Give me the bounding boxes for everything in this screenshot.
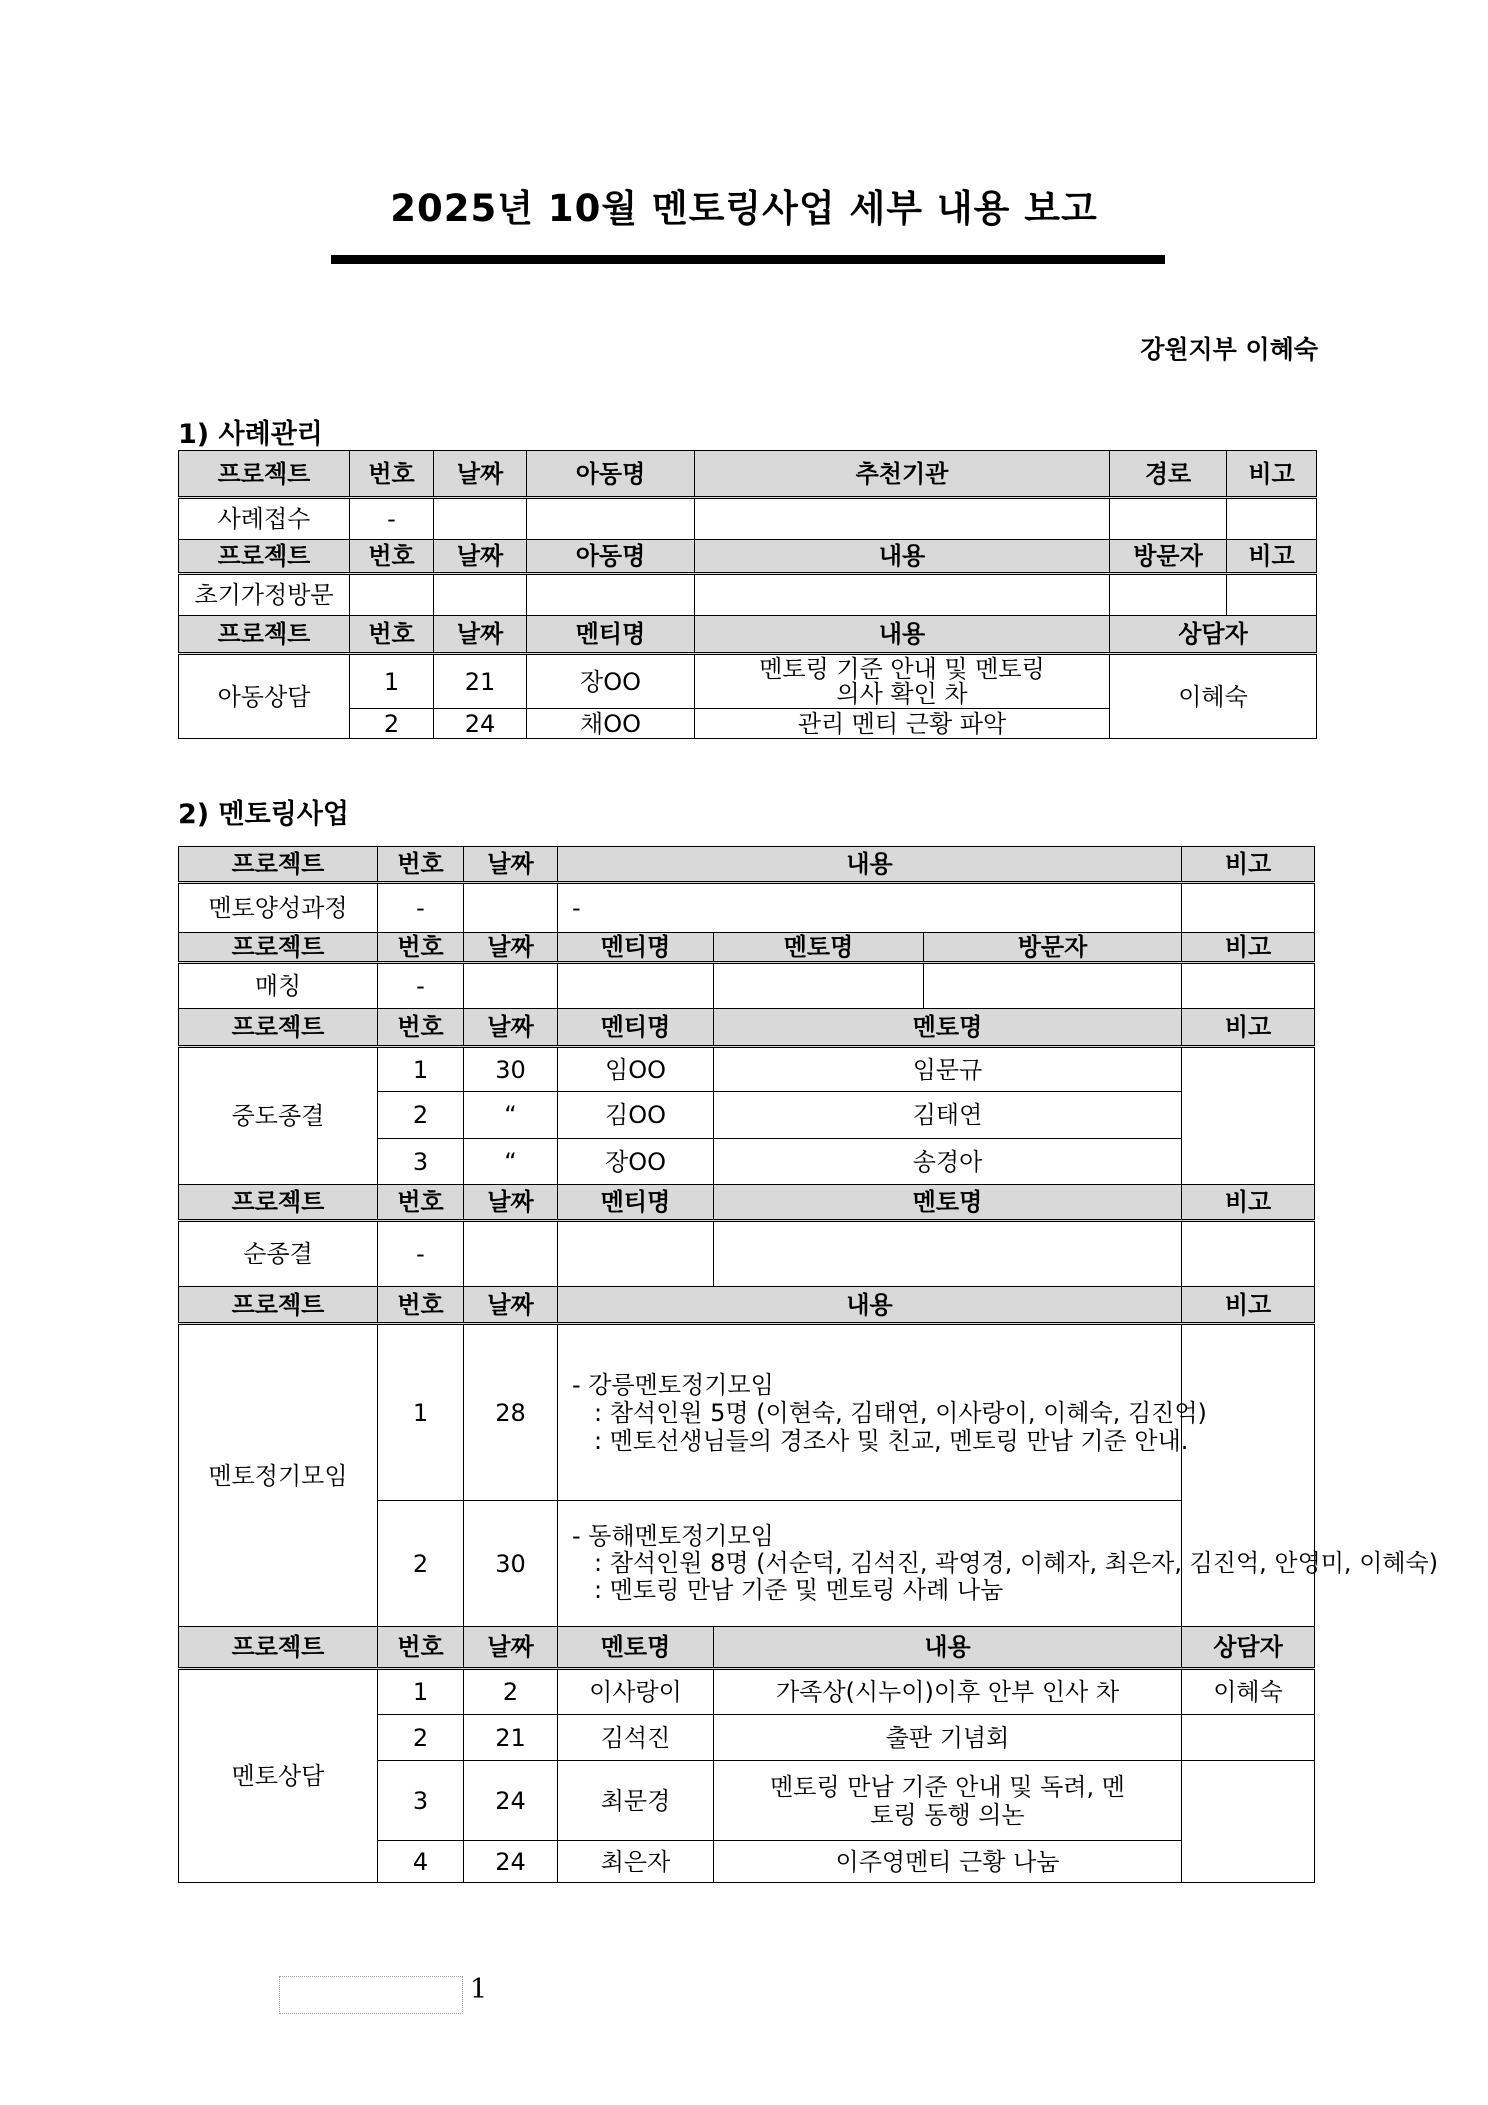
- table-row: [179, 1221, 1315, 1287]
- mentor-cell: 임문규: [714, 1047, 1182, 1092]
- header-cell: 멘토명: [714, 1185, 1182, 1221]
- header-cell: 내용: [695, 540, 1110, 574]
- counselor-cell: 이혜숙: [1110, 654, 1317, 739]
- date-cell: “: [464, 1139, 558, 1185]
- header-cell: 아동명: [527, 540, 695, 574]
- header-cell: 날짜: [464, 933, 558, 963]
- header-cell: 프로젝트: [179, 1185, 378, 1221]
- table-row: [179, 574, 1317, 616]
- mentor-cell: 최은자: [558, 1841, 714, 1883]
- no-cell: 2: [350, 709, 434, 739]
- header-cell: 비고: [1182, 1287, 1315, 1324]
- date-cell: 24: [464, 1841, 558, 1883]
- table-row: [179, 498, 1317, 540]
- header-cell: 날짜: [434, 451, 527, 498]
- header-cell: 번호: [350, 616, 434, 654]
- mentee-cell: 채OO: [527, 709, 695, 739]
- meeting-notes: : 멘토선생님들의 경조사 및 친교, 멘토링 만남 기준 안내.: [594, 1426, 1189, 1455]
- header-cell: 날짜: [464, 847, 558, 883]
- header-cell: 내용: [558, 1287, 1182, 1324]
- header-cell: 추천기관: [695, 451, 1110, 498]
- header-cell: 멘티명: [527, 616, 695, 654]
- mentee-cell: 장OO: [527, 654, 695, 709]
- mentoring-table-a: [178, 846, 1439, 1883]
- no-cell: 2: [378, 1501, 464, 1627]
- no-cell: 3: [378, 1139, 464, 1185]
- date-cell: 2: [464, 1669, 558, 1715]
- page-title: 2025년 10월 멘토링사업 세부 내용 보고: [390, 187, 1098, 230]
- header-cell: 번호: [378, 847, 464, 883]
- no-cell: 1: [350, 654, 434, 709]
- project-cell: 초기가정방문: [179, 574, 350, 616]
- header-cell: 번호: [378, 1009, 464, 1047]
- no-cell: 1: [378, 1324, 464, 1501]
- header-cell: 날짜: [464, 1627, 558, 1669]
- title-underline: [331, 255, 1165, 264]
- header-cell: 비고: [1227, 451, 1317, 498]
- header-cell: 프로젝트: [179, 1287, 378, 1324]
- meeting-attendees: : 참석인원 5명 (이현숙, 김태연, 이사랑이, 이혜숙, 김진억): [594, 1398, 1207, 1427]
- mentee-cell: 임OO: [558, 1047, 714, 1092]
- no-cell: 4: [378, 1841, 464, 1883]
- header-cell: 번호: [378, 1185, 464, 1221]
- header-cell: 상담자: [1110, 616, 1317, 654]
- header-row: [179, 847, 1315, 883]
- table-row: [179, 963, 1315, 1009]
- footer-box: [279, 1976, 463, 2014]
- page-number: 1: [470, 1974, 488, 2005]
- no-cell: -: [378, 1221, 464, 1287]
- author: 강원지부 이혜숙: [1140, 335, 1318, 364]
- section2-heading: 2) 멘토링사업: [178, 799, 349, 830]
- counselor-cell: [1182, 1761, 1315, 1883]
- table-row: [179, 1047, 1315, 1092]
- header-cell: 비고: [1227, 540, 1317, 574]
- no-cell: -: [378, 883, 464, 933]
- mentor-cell: 최문경: [558, 1761, 714, 1841]
- header-cell: 프로젝트: [179, 616, 350, 654]
- header-row: [179, 451, 1317, 498]
- header-cell: 멘티명: [558, 1185, 714, 1221]
- header-cell: 멘토명: [558, 1627, 714, 1669]
- header-cell: 프로젝트: [179, 451, 350, 498]
- table-row: [179, 1669, 1315, 1715]
- meeting-notes: : 멘토링 만남 기준 및 멘토링 사례 나눔: [594, 1576, 1004, 1604]
- header-cell: 멘토명: [714, 933, 924, 963]
- header-cell: 비고: [1182, 933, 1315, 963]
- no-cell: -: [378, 963, 464, 1009]
- header-row: [179, 1009, 1315, 1047]
- header-cell: 아동명: [527, 451, 695, 498]
- meeting-title: - 강릉멘토정기모임: [572, 1370, 774, 1399]
- header-cell: 프로젝트: [179, 1627, 378, 1669]
- header-cell: 날짜: [434, 540, 527, 574]
- project-cell: 매칭: [179, 963, 378, 1009]
- header-row: [179, 1627, 1315, 1669]
- header-cell: 날짜: [464, 1185, 558, 1221]
- header-row: [179, 1185, 1315, 1221]
- header-row: [179, 933, 1315, 963]
- header-cell: 날짜: [434, 616, 527, 654]
- counselor-cell: 이혜숙: [1182, 1669, 1315, 1715]
- no-cell: 2: [378, 1715, 464, 1761]
- header-cell: 프로젝트: [179, 847, 378, 883]
- date-cell: 24: [434, 709, 527, 739]
- mentor-cell: 김석진: [558, 1715, 714, 1761]
- no-cell: -: [350, 498, 434, 540]
- date-cell: 28: [464, 1324, 558, 1501]
- project-cell: 멘토양성과정: [179, 883, 378, 933]
- header-cell: 내용: [695, 616, 1110, 654]
- project-cell: 중도종결: [179, 1047, 378, 1185]
- header-cell: 멘토명: [714, 1009, 1182, 1047]
- header-cell: 방문자: [924, 933, 1182, 963]
- header-cell: 프로젝트: [179, 1009, 378, 1047]
- content-cell: 출판 기념회: [714, 1715, 1182, 1761]
- no-cell: 2: [378, 1092, 464, 1139]
- header-cell: 번호: [350, 540, 434, 574]
- content-cell: 멘토링 기준 안내 및 멘토링 의사 확인 차: [695, 654, 1110, 709]
- header-cell: 경로: [1110, 451, 1227, 498]
- no-cell: 1: [378, 1047, 464, 1092]
- project-cell: 멘토정기모임: [179, 1324, 378, 1627]
- meeting-attendees: : 참석인원 8명 (서순덕, 김석진, 곽영경, 이혜자, 최은자, 김진억, 안영미, 이혜숙): [594, 1549, 1439, 1577]
- content-cell: 이주영멘티 근황 나눔: [714, 1841, 1182, 1883]
- meeting-content-cell: [558, 1501, 1439, 1627]
- header-cell: 방문자: [1110, 540, 1227, 574]
- project-cell: 순종결: [179, 1221, 378, 1287]
- header-cell: 프로젝트: [179, 540, 350, 574]
- table-row: [179, 654, 1317, 709]
- date-cell: 21: [434, 654, 527, 709]
- project-cell: 아동상담: [179, 654, 350, 739]
- no-cell: 1: [378, 1669, 464, 1715]
- project-cell: 사례접수: [179, 498, 350, 540]
- header-cell: 번호: [350, 451, 434, 498]
- mentor-cell: 이사랑이: [558, 1669, 714, 1715]
- header-cell: 비고: [1182, 1009, 1315, 1047]
- header-cell: 상담자: [1182, 1627, 1315, 1669]
- mentee-cell: 장OO: [558, 1139, 714, 1185]
- header-cell: 날짜: [464, 1009, 558, 1047]
- header-row: [179, 1287, 1315, 1324]
- project-cell: 멘토상담: [179, 1669, 378, 1883]
- content-cell: -: [558, 883, 1182, 933]
- header-cell: 번호: [378, 933, 464, 963]
- header-cell: 멘티명: [558, 1009, 714, 1047]
- section1-heading: 1) 사례관리: [178, 419, 323, 450]
- no-cell: 3: [378, 1761, 464, 1841]
- header-row: [179, 540, 1317, 574]
- header-cell: 비고: [1182, 847, 1315, 883]
- table-row: [179, 1324, 1315, 1501]
- header-cell: 프로젝트: [179, 933, 378, 963]
- meeting-title: - 동해멘토정기모임: [572, 1522, 774, 1550]
- date-cell: 21: [464, 1715, 558, 1761]
- content-cell: 멘토링 만남 기준 안내 및 독려, 멘토링 동행 의논: [714, 1761, 1182, 1841]
- mentor-cell: 송경아: [714, 1139, 1182, 1185]
- header-cell: 번호: [378, 1287, 464, 1324]
- header-cell: 멘티명: [558, 933, 714, 963]
- date-cell: 24: [464, 1761, 558, 1841]
- header-cell: 내용: [558, 847, 1182, 883]
- header-cell: 내용: [714, 1627, 1182, 1669]
- meeting-content-cell: [558, 1324, 1207, 1501]
- header-cell: 비고: [1182, 1185, 1315, 1221]
- date-cell: 30: [464, 1047, 558, 1092]
- mentor-cell: 김태연: [714, 1092, 1182, 1139]
- case-management-table: [178, 450, 1317, 739]
- header-cell: 날짜: [464, 1287, 558, 1324]
- content-cell: 가족상(시누이)이후 안부 인사 차: [714, 1669, 1182, 1715]
- date-cell: 30: [464, 1501, 558, 1627]
- table-row: [179, 883, 1315, 933]
- header-row: [179, 616, 1317, 654]
- date-cell: “: [464, 1092, 558, 1139]
- content-cell: 관리 멘티 근황 파악: [695, 709, 1110, 739]
- mentee-cell: 김OO: [558, 1092, 714, 1139]
- header-cell: 번호: [378, 1627, 464, 1669]
- counselor-cell: [1182, 1715, 1315, 1761]
